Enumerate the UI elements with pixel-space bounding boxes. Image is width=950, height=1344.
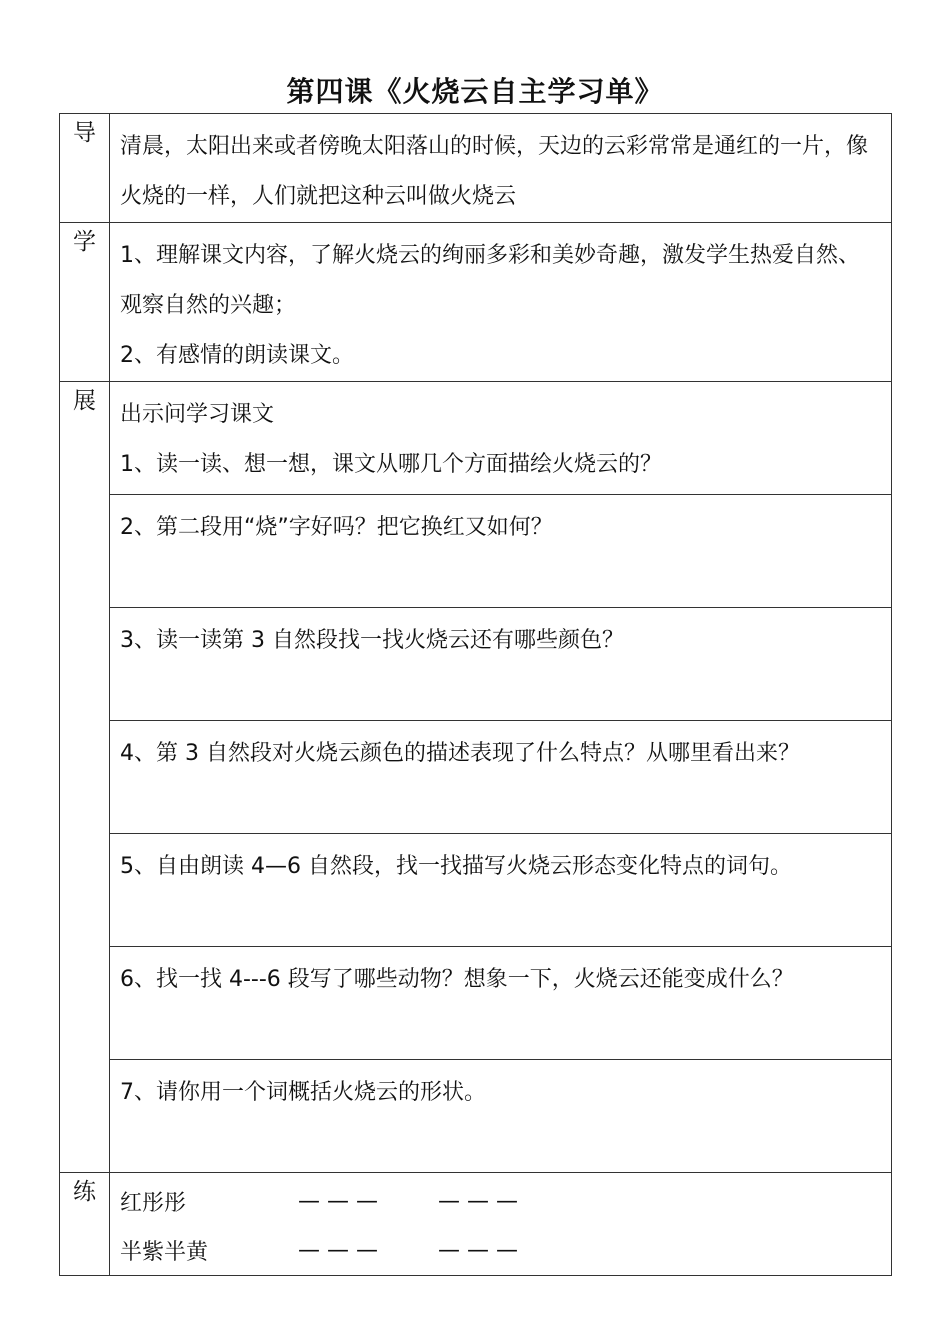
section-label-xue: 学: [60, 223, 110, 382]
practice-word: 红彤彤: [120, 1191, 187, 1216]
question-row: [60, 495, 892, 608]
question-row: [60, 382, 892, 495]
question-text: 2、第二段用“烧”字好吗？把它换红又如何？: [120, 515, 553, 540]
question-row: [60, 947, 892, 1060]
dao-text: 清晨，太阳出来或者傍晚太阳落山的时候，天边的云彩常常是通红的一片，像火烧的一样，人们就把这种云叫做火烧云: [120, 134, 869, 209]
question-row: [60, 1060, 892, 1173]
page-title: 第四课《火烧云自主学习单》: [286, 75, 664, 108]
worksheet-table: [59, 113, 892, 1276]
section-label-dao: 导: [60, 114, 110, 223]
section-label-lian: 练: [60, 1173, 110, 1276]
question-text: 5、自由朗读 4—6 自然段，找一找描写火烧云形态变化特点的词句。: [120, 854, 792, 879]
zhan-intro: 出示问学习课文: [120, 402, 275, 427]
section-lian: [60, 1173, 892, 1276]
practice-word: 半紫半黄: [120, 1240, 209, 1265]
section-xue: [60, 223, 892, 382]
xue-item: 2、有感情的朗读课文。: [120, 343, 354, 368]
section-label-zhan: 展: [60, 382, 110, 1173]
answer-blank[interactable]: — — —: [298, 1238, 378, 1263]
answer-blank[interactable]: — — —: [438, 1238, 518, 1263]
question-text: 6、找一找 4---6 段写了哪些动物？想象一下，火烧云还能变成什么？: [120, 967, 794, 992]
question-row: [60, 721, 892, 834]
practice-row: [120, 1177, 881, 1226]
xue-item: 1、理解课文内容，了解火烧云的绚丽多彩和美妙奇趣，激发学生热爱自然、观察自然的兴趣；: [120, 243, 860, 318]
question-row: [60, 834, 892, 947]
answer-blank[interactable]: — — —: [438, 1189, 518, 1214]
question-text: 3、读一读第 3 自然段找一找火烧云还有哪些颜色？: [120, 628, 624, 653]
question-text: 1、读一读、想一想，课文从哪几个方面描绘火烧云的？: [120, 452, 662, 477]
question-text: 7、请你用一个词概括火烧云的形状。: [120, 1080, 486, 1105]
answer-blank[interactable]: — — —: [298, 1189, 378, 1214]
question-text: 4、第 3 自然段对火烧云颜色的描述表现了什么特点？从哪里看出来？: [120, 741, 800, 766]
section-dao: [60, 114, 892, 223]
practice-row: [120, 1226, 881, 1275]
question-row: [60, 608, 892, 721]
